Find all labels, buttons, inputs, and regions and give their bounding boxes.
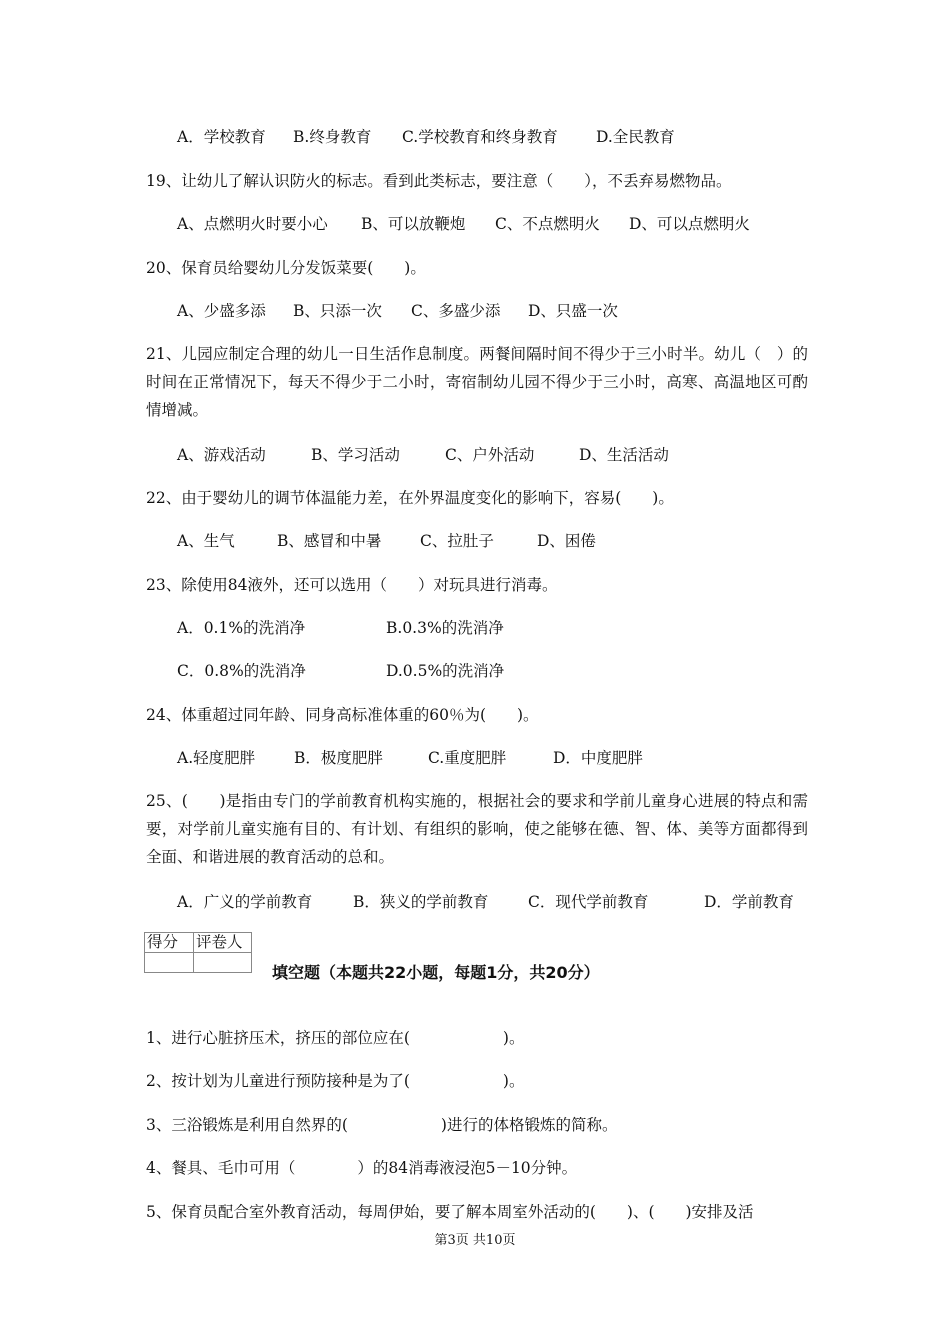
q20-text: 20、保育员给婴幼儿分发饭菜要( )。 [146,259,426,277]
q25-option-d: D．学前教育 [704,893,794,911]
q22-option-b: B、感冒和中暑 [277,532,382,550]
q19-text: 19、让幼儿了解认识防火的标志。看到此类标志，要注意（ ），不丢弃易燃物品。 [146,172,732,190]
section-title: 填空题（本题共22小题，每题1分，共20分） [272,963,600,982]
q19-option-b: B、可以放鞭炮 [361,215,466,233]
q18-option-a: A．学校教育 [177,128,266,146]
q25-option-b: B．狭义的学前教育 [353,893,489,911]
q24-text: 24、体重超过同年龄、同身高标准体重的60％为( )。 [146,706,539,724]
grader-cell [194,953,252,973]
q21-text: 21、儿园应制定合理的幼儿一日生活作息制度。两餐间隔时间不得少于三小时半。幼儿（ ）的时间在正常情况下，每天不得少于二小时，寄宿制幼儿园不得少于三小时，高寒、高温地区可酌情增减。 [146,345,808,419]
score-cell [145,953,194,973]
fill-question-5: 5、保育员配合室外教育活动，每周伊始，要了解本周室外活动的( )、( )安排及活 [146,1203,754,1221]
q21-option-d: D、生活活动 [579,446,669,464]
q22-option-c: C、拉肚子 [420,532,494,550]
q22-option-d: D、困倦 [537,532,596,550]
page-footer: 第3页 共10页 [434,1233,516,1248]
q23-option-a: A．0.1%的洗消净 [177,619,306,637]
q25-option-c: C．现代学前教育 [528,893,649,911]
fill-question-2: 2、按计划为儿童进行预防接种是为了( )。 [146,1072,525,1090]
q18-option-b: B.终身教育 [293,128,372,146]
q21-option-c: C、户外活动 [445,446,535,464]
q22-option-a: A、生气 [177,532,235,550]
q19-option-c: C、不点燃明火 [495,215,600,233]
q23-option-b: B.0.3%的洗消净 [386,619,504,637]
grader-label: 评卷人 [194,933,252,953]
q23-text: 23、除使用84液外，还可以选用（ ）对玩具进行消毒。 [146,576,558,594]
q20-option-d: D、只盛一次 [528,302,618,320]
q18-option-c: C.学校教育和终身教育 [402,128,558,146]
q24-option-d: D．中度肥胖 [553,749,643,767]
fill-question-4: 4、餐具、毛巾可用（ ）的84消毒液浸泡5－10分钟。 [146,1159,578,1177]
q24-option-c: C.重度肥胖 [428,749,507,767]
q25-option-a: A．广义的学前教育 [177,893,313,911]
q23-option-d: D.0.5%的洗消净 [386,662,505,680]
q21-option-a: A、游戏活动 [177,446,266,464]
score-label: 得分 [145,933,194,953]
q20-option-a: A、少盛多添 [177,302,266,320]
fill-question-1: 1、进行心脏挤压术，挤压的部位应在( )。 [146,1029,525,1047]
q25-text: 25、( )是指由专门的学前教育机构实施的，根据社会的要求和学前儿童身心进展的特点和需要，对学前儿童实施有目的、有计划、有组织的影响，使之能够在德、智、体、美等方面都得到全面、和谐进展的教育活动的总和。 [146,792,808,866]
q20-option-c: C、多盛少添 [411,302,501,320]
q19-option-d: D、可以点燃明火 [629,215,750,233]
q23-option-c: C．0.8%的洗消净 [177,662,306,680]
q24-option-b: B．极度肥胖 [294,749,383,767]
q24-option-a: A.轻度肥胖 [177,749,256,767]
q19-option-a: A、点燃明火时要小心 [177,215,328,233]
q20-option-b: B、只添一次 [293,302,382,320]
fill-question-3: 3、三浴锻炼是利用自然界的( )进行的体格锻炼的简称。 [146,1116,618,1134]
q22-text: 22、由于婴幼儿的调节体温能力差，在外界温度变化的影响下，容易( )。 [146,489,674,507]
q21-option-b: B、学习活动 [311,446,400,464]
score-table [144,932,252,973]
q18-option-d: D.全民教育 [596,128,675,146]
